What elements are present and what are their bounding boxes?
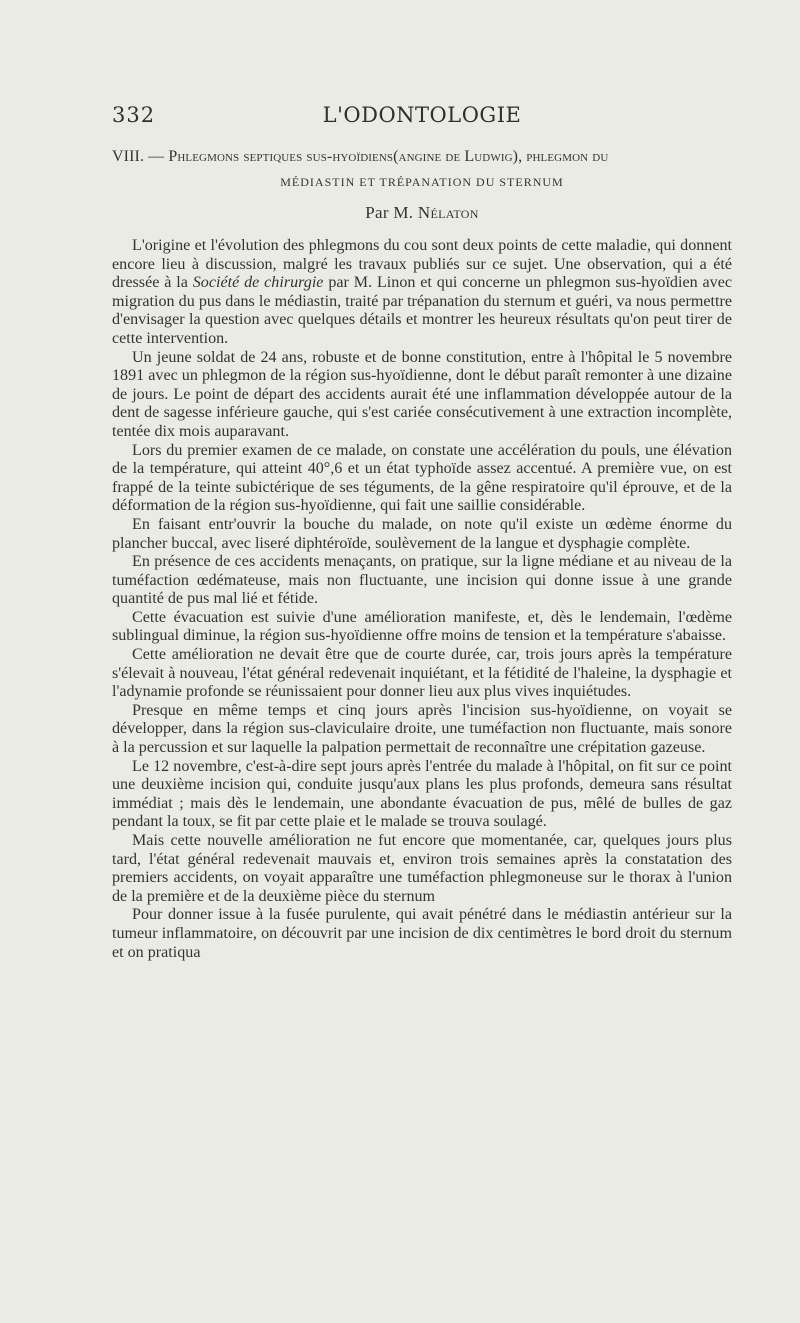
article-numeral: VIII. (112, 148, 145, 165)
title-part1: Phlegmons septiques sus-hyoïdiens (168, 148, 394, 165)
paragraph: Cette évacuation est suivie d'une amélioration manifeste, et, dès le lendemain, l'œdème sublingual diminue, la région sus-hyoïdienne offre moins de tension et la température s'abaisse. (112, 608, 732, 645)
page-header (112, 103, 732, 133)
article-title (112, 146, 732, 168)
title-parenthetical: (angine de Ludwig) (393, 148, 519, 165)
paragraph-text: L'origine et l'évolution des phlegmons du cou sont deux points de cette maladie, qui donnent encore lieu à discussion, malgré les travaux publiés sur ce sujet. Une observation, qui a été dressée à la (112, 237, 732, 292)
paragraph (112, 237, 732, 349)
title-part2: , phlegmon du (518, 148, 609, 165)
paragraph: Un jeune soldat de 24 ans, robuste et de bonne constitution, entre à l'hôpital le 5 novembre 1891 avec un phlegmon de la région sus-hyoïdienne, dont le début paraît remonter à une dizaine de jours. Le point de départ des accidents aurait été une inflammation développée autour de la dent de sagesse inférieure gauche, qui s'est cariée consécutivement à une extraction incomplète, tentée dix mois auparavant. (112, 348, 732, 440)
paragraph: Le 12 novembre, c'est-à-dire sept jours après l'entrée du malade à l'hôpital, on fit sur ce point une deuxième incision qui, conduite jusqu'aux plans les plus profonds, demeura sans résultat immédiat ; mais dès le lendemain, une abondante évacuation de pus, mêlé de bulles de gaz pendant la toux, se fit par cette plaie et le malade se trouva soulagé. (112, 757, 732, 831)
paragraph: Lors du premier examen de ce malade, on constate une accélération du pouls, une élévation de la température, qui atteint 40°,6 et un état typhoïde assez accentué. A première vue, on est frappé de la teinte subictérique de ses téguments, de la gêne respiratoire qu'il éprouve, et de la déformation de la région sus-hyoïdienne, qui fait une saillie considérable. (112, 441, 732, 515)
title-dash: — (144, 148, 169, 165)
paragraph: Pour donner issue à la fusée purulente, qui avait pénétré dans le médiastin antérieur sur la tumeur inflammatoire, on découvrit par une incision de dix centimètres le bord droit du sternum et on pratiqua (112, 906, 732, 961)
paragraph: En faisant entr'ouvrir la bouche du malade, on note qu'il existe un œdème énorme du plancher buccal, avec liseré diphtéroïde, soulèvement de la langue et dysphagie complète. (112, 515, 732, 552)
author-line (112, 202, 732, 224)
paragraph-text: par M. Linon et qui concerne un phlegmon sus-hyoïdien avec migration du pus dans le médiastin, traité par trépanation du sternum et guéri, va nous permettre d'envisager la question avec quelques détails et montrer les heureux résultats qu'on peut tirer de cette intervention. (112, 274, 732, 347)
running-head: L'ODONTOLOGIE (322, 103, 522, 127)
article-body (112, 237, 732, 962)
article-title-block (112, 146, 732, 224)
paragraph: Mais cette nouvelle amélioration ne fut encore que momentanée, car, quelques jours plus tard, l'état général redevenait mauvais et, environ trois semaines après la constatation des premiers accidents, on voyait apparaître une tuméfaction phlegmoneuse sur le thorax à l'union de la première et de la deuxième pièce du sternum (112, 832, 732, 905)
paragraph: En présence de ces accidents menaçants, on pratique, sur la ligne médiane et au niveau de la tuméfaction œdémateuse, mais non fluctuante, une incision qui donne issue à une grande quantité de pus mal lié et fétide. (112, 553, 732, 608)
page-number: 332 (112, 103, 156, 127)
journal-name: Société de chirurgie (192, 274, 324, 292)
author-prefix: Par M. (365, 203, 418, 222)
article-title-line2: MÉDIASTIN ET TRÉPANATION DU STERNUM (280, 175, 564, 189)
paragraph: Cette amélioration ne devait être que de courte durée, car, trois jours après la température s'élevait à nouveau, l'état général redevenait inquiétant, et la fétidité de l'haleine, la dysphagie et l'adynamie profonde se réunissaient pour donner lieu aux plus vives inquiétudes. (112, 646, 732, 701)
author-name: Nélaton (417, 203, 479, 222)
paragraph: Presque en même temps et cinq jours après l'incision sus-hyoïdienne, on voyait se développer, dans la région sus-claviculaire droite, une tuméfaction non fluctuante, mais sonore à la percussion et sur laquelle la palpation permettait de reconnaître une crépitation gazeuse. (112, 701, 732, 757)
